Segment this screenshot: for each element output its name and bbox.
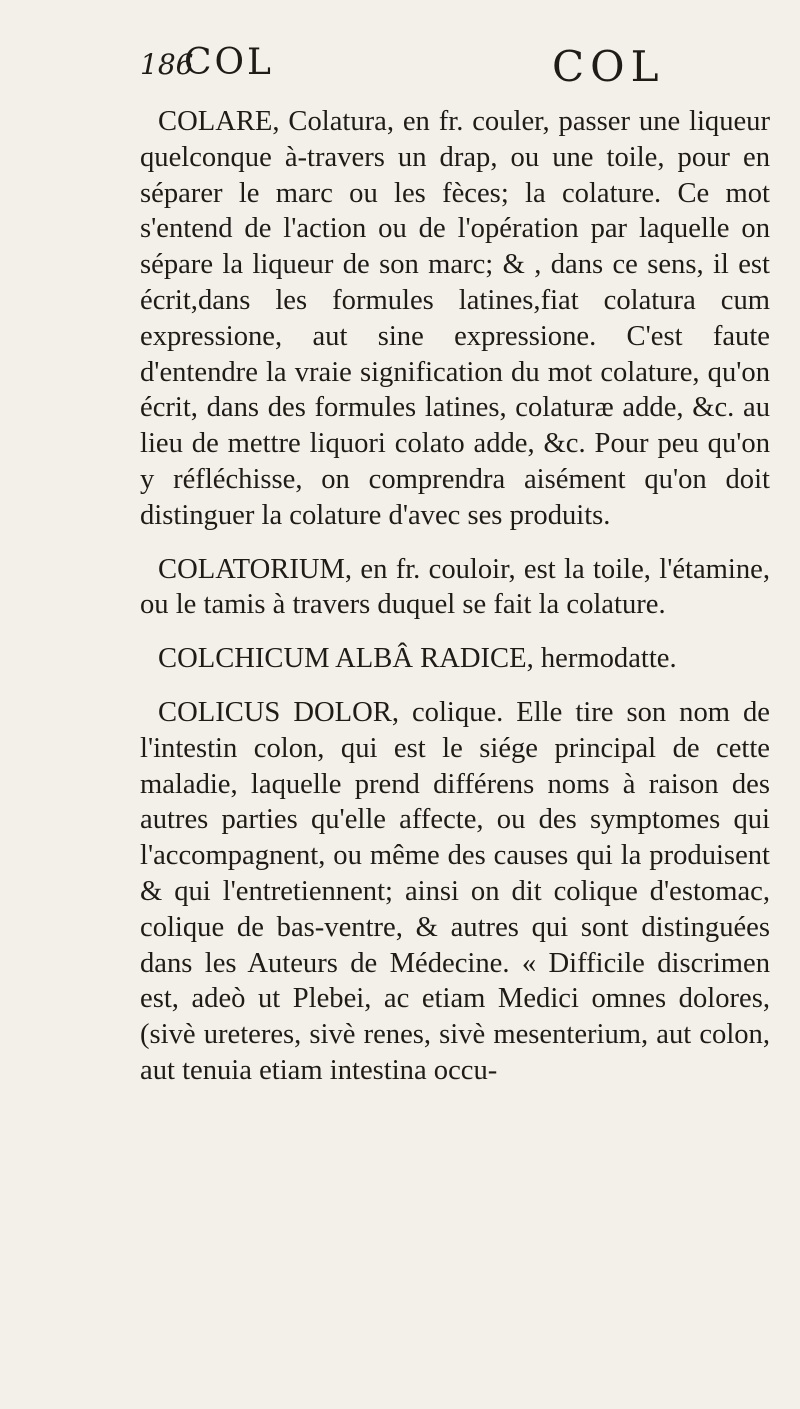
entry-colicus-dolor	[140, 695, 770, 1089]
header-left-word: COL	[184, 42, 274, 83]
entry-text: COLATORIUM, en fr. couloir, est la toile, l'étamine, ou le tamis à travers duquel se fait la colature.	[140, 553, 770, 621]
running-header	[140, 36, 770, 96]
entry-text: COLARE, Colatura, en fr. couler, passer une liqueur quelconque à-travers un drap, ou une toile, pour en séparer le marc ou les fèces; la colature. Ce mot s'entend de l'action ou de l'opération par laquelle on sépare la liqueur de son marc; & , dans ce sens, il est écrit,dans les formules latines,fiat colatura cum expressione, aut sine expressione. C'est faute d'entendre la vraie signification du mot colature, qu'on écrit, dans des formules latines, colaturæ adde, &c. au lieu de mettre liquori colato adde, &c. Pour peu qu'on y réfléchisse, on comprendra aisément qu'on doit distinguer la colature d'avec ses produits.	[140, 106, 770, 531]
entry-text: COLCHICUM ALBÂ RADICE, hermodatte.	[158, 643, 677, 675]
entry-colatorium	[140, 552, 770, 624]
page-number: 186	[140, 48, 194, 81]
dictionary-column	[140, 104, 770, 1107]
entry-colare	[140, 104, 770, 534]
entry-text: COLICUS DOLOR, colique. Elle tire son nom de l'intestin colon, qui est le siége principal de cette maladie, laquelle prend différens noms à raison des autres parties qu'elle affecte, ou des symptomes qui l'accompagnent, ou même des causes qui la produisent & qui l'entretiennent; ainsi on dit colique d'estomac, colique de bas-ventre, & autres qui sont distinguées dans les Auteurs de Médecine. « Difficile discrimen est, adeò ut Plebei, ac etiam Medici omnes dolores, (sivè ureteres, sivè renes, sivè mesenterium, aut colon, aut tenuia etiam intestina occu-	[140, 696, 770, 1086]
entry-colchicum	[140, 641, 770, 677]
header-right-word: COL	[552, 42, 665, 91]
